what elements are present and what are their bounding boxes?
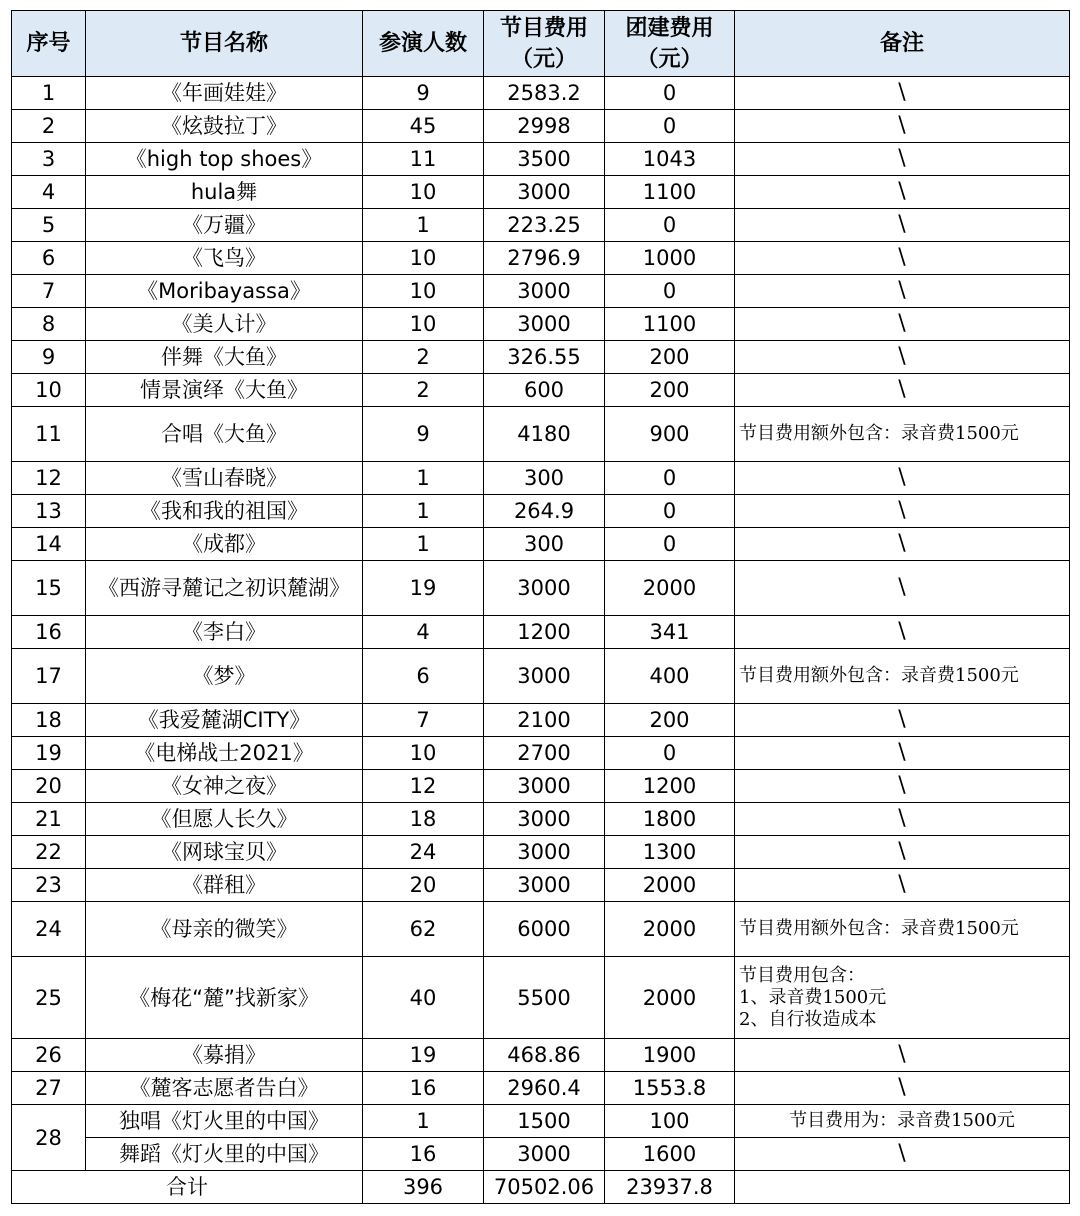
row-performers: 7 (363, 704, 484, 737)
total-label: 合计 (12, 1171, 363, 1204)
row-team-cost: 1300 (605, 836, 735, 869)
row-performers: 16 (363, 1072, 484, 1105)
row-team-cost: 0 (605, 110, 735, 143)
row-program-cost: 2700 (484, 737, 605, 770)
row-performers: 18 (363, 803, 484, 836)
row-team-cost: 200 (605, 341, 735, 374)
row-program-cost: 2796.9 (484, 242, 605, 275)
row-team-cost: 2000 (605, 957, 735, 1039)
row-no: 21 (12, 803, 86, 836)
row-name: 《炫鼓拉丁》 (86, 110, 363, 143)
row-performers: 24 (363, 836, 484, 869)
row-remark: \ (735, 1138, 1070, 1171)
row-program-cost: 2998 (484, 110, 605, 143)
row-no: 10 (12, 374, 86, 407)
row-program-cost: 1200 (484, 616, 605, 649)
row-performers: 2 (363, 374, 484, 407)
row-performers: 6 (363, 649, 484, 704)
table-row (12, 374, 1070, 407)
row-team-cost: 0 (605, 209, 735, 242)
row-program-cost: 300 (484, 528, 605, 561)
row-team-cost: 0 (605, 275, 735, 308)
row-no: 23 (12, 869, 86, 902)
program-cost-table (11, 10, 1070, 1204)
row-performers: 12 (363, 770, 484, 803)
row-no: 19 (12, 737, 86, 770)
row-performers: 1 (363, 495, 484, 528)
table-row (12, 704, 1070, 737)
table-row (12, 836, 1070, 869)
row-remark: \ (735, 275, 1070, 308)
row-name: 《但愿人长久》 (86, 803, 363, 836)
table-row (12, 176, 1070, 209)
row-no: 14 (12, 528, 86, 561)
table-row (12, 462, 1070, 495)
table-row (12, 957, 1070, 1039)
row-team-cost: 1553.8 (605, 1072, 735, 1105)
row-no: 24 (12, 902, 86, 957)
row-name: 《募捐》 (86, 1039, 363, 1072)
row-name: hula舞 (86, 176, 363, 209)
table-row (12, 209, 1070, 242)
table-row (12, 869, 1070, 902)
row-no: 6 (12, 242, 86, 275)
row-performers: 9 (363, 77, 484, 110)
row-remark: \ (735, 528, 1070, 561)
total-program-cost: 70502.06 (484, 1171, 605, 1204)
row-name: 《群租》 (86, 869, 363, 902)
row-team-cost: 2000 (605, 902, 735, 957)
row-program-cost: 600 (484, 374, 605, 407)
row-no: 25 (12, 957, 86, 1039)
row-name: 《母亲的微笑》 (86, 902, 363, 957)
row-remark: \ (735, 143, 1070, 176)
row-team-cost: 1900 (605, 1039, 735, 1072)
row-performers: 20 (363, 869, 484, 902)
row-performers: 10 (363, 275, 484, 308)
row-name: 《我和我的祖国》 (86, 495, 363, 528)
row-no: 9 (12, 341, 86, 374)
total-remark (735, 1171, 1070, 1204)
row-team-cost: 100 (605, 1105, 735, 1138)
row-team-cost: 0 (605, 77, 735, 110)
row-performers: 19 (363, 1039, 484, 1072)
row-name: 《年画娃娃》 (86, 77, 363, 110)
row-program-cost: 6000 (484, 902, 605, 957)
row-performers: 1 (363, 209, 484, 242)
row-no: 8 (12, 308, 86, 341)
row-remark: \ (735, 616, 1070, 649)
row-name: 《李白》 (86, 616, 363, 649)
table-row (12, 275, 1070, 308)
table-row (12, 528, 1070, 561)
table-row (12, 77, 1070, 110)
row-remark: \ (735, 77, 1070, 110)
row-name: 《麓客志愿者告白》 (86, 1072, 363, 1105)
row-team-cost: 2000 (605, 561, 735, 616)
row-name: 合唱《大鱼》 (86, 407, 363, 462)
row-performers: 10 (363, 737, 484, 770)
row-team-cost: 0 (605, 462, 735, 495)
row-performers: 11 (363, 143, 484, 176)
row-performers: 16 (363, 1138, 484, 1171)
row-remark: \ (735, 374, 1070, 407)
row-team-cost: 1100 (605, 308, 735, 341)
total-performers: 396 (363, 1171, 484, 1204)
header-performers: 参演人数 (363, 11, 484, 77)
row-team-cost: 0 (605, 528, 735, 561)
row-name: 《Moribayassa》 (86, 275, 363, 308)
header-row (12, 11, 1070, 77)
row-name: 《万疆》 (86, 209, 363, 242)
row-program-cost: 264.9 (484, 495, 605, 528)
row-remark: \ (735, 803, 1070, 836)
table-row (12, 770, 1070, 803)
row-team-cost: 1043 (605, 143, 735, 176)
row-name: 《网球宝贝》 (86, 836, 363, 869)
row-name: 《飞鸟》 (86, 242, 363, 275)
row-program-cost: 3000 (484, 561, 605, 616)
row-remark: \ (735, 341, 1070, 374)
row-program-cost: 3000 (484, 308, 605, 341)
row-name: 《梅花“麓”找新家》 (86, 957, 363, 1039)
row-name: 情景演绎《大鱼》 (86, 374, 363, 407)
row-program-cost: 223.25 (484, 209, 605, 242)
row-program-cost: 4180 (484, 407, 605, 462)
row-performers: 9 (363, 407, 484, 462)
table-row (12, 495, 1070, 528)
row-name: 《电梯战士2021》 (86, 737, 363, 770)
row-remark: \ (735, 495, 1070, 528)
table-row (12, 737, 1070, 770)
row-performers: 1 (363, 528, 484, 561)
row-program-cost: 3000 (484, 275, 605, 308)
row-performers: 10 (363, 308, 484, 341)
row-performers: 2 (363, 341, 484, 374)
row-program-cost: 300 (484, 462, 605, 495)
row-no: 18 (12, 704, 86, 737)
table-row (12, 649, 1070, 704)
header-name: 节目名称 (86, 11, 363, 77)
row-program-cost: 3000 (484, 770, 605, 803)
row-name: 《女神之夜》 (86, 770, 363, 803)
row-program-cost: 2583.2 (484, 77, 605, 110)
row-remark: \ (735, 242, 1070, 275)
table-row (12, 1072, 1070, 1105)
total-row (12, 1171, 1070, 1204)
row-program-cost: 2960.4 (484, 1072, 605, 1105)
row-name: 《我爱麓湖CITY》 (86, 704, 363, 737)
row-program-cost: 3000 (484, 176, 605, 209)
row-remark: 节目费用额外包含：录音费1500元 (735, 902, 1070, 957)
row-program-cost: 468.86 (484, 1039, 605, 1072)
row-no: 1 (12, 77, 86, 110)
row-name: 《西游寻麓记之初识麓湖》 (86, 561, 363, 616)
row-remark: \ (735, 737, 1070, 770)
row-team-cost: 200 (605, 704, 735, 737)
row-name: 《成都》 (86, 528, 363, 561)
table-row (12, 902, 1070, 957)
row-performers: 10 (363, 176, 484, 209)
row-remark: \ (735, 869, 1070, 902)
table-row (12, 407, 1070, 462)
table-row (12, 143, 1070, 176)
row-remark: \ (735, 770, 1070, 803)
row-name: 《美人计》 (86, 308, 363, 341)
table-row (12, 1138, 1070, 1171)
row-remark: \ (735, 1072, 1070, 1105)
row-team-cost: 1100 (605, 176, 735, 209)
row-team-cost: 400 (605, 649, 735, 704)
header-program-cost: 节目费用（元） (484, 11, 605, 77)
row-remark: \ (735, 110, 1070, 143)
row-no: 12 (12, 462, 86, 495)
table-row (12, 110, 1070, 143)
row-remark: 节目费用为：录音费1500元 (735, 1105, 1070, 1138)
row-no: 5 (12, 209, 86, 242)
row-no: 17 (12, 649, 86, 704)
row-no: 3 (12, 143, 86, 176)
row-no: 2 (12, 110, 86, 143)
row-team-cost: 0 (605, 737, 735, 770)
row-program-cost: 326.55 (484, 341, 605, 374)
row-team-cost: 341 (605, 616, 735, 649)
row-program-cost: 3000 (484, 649, 605, 704)
row-performers: 40 (363, 957, 484, 1039)
row-program-cost: 5500 (484, 957, 605, 1039)
row-remark: \ (735, 462, 1070, 495)
row-performers: 1 (363, 462, 484, 495)
row-remark: 节目费用额外包含：录音费1500元 (735, 649, 1070, 704)
row-no: 11 (12, 407, 86, 462)
row-no: 28 (12, 1105, 86, 1171)
row-team-cost: 200 (605, 374, 735, 407)
row-program-cost: 3500 (484, 143, 605, 176)
row-name: 舞蹈《灯火里的中国》 (86, 1138, 363, 1171)
row-performers: 10 (363, 242, 484, 275)
row-program-cost: 3000 (484, 1138, 605, 1171)
row-no: 20 (12, 770, 86, 803)
header-team-cost: 团建费用（元） (605, 11, 735, 77)
row-remark: \ (735, 1039, 1070, 1072)
row-remark: \ (735, 209, 1070, 242)
header-remarks: 备注 (735, 11, 1070, 77)
row-performers: 45 (363, 110, 484, 143)
table-row (12, 341, 1070, 374)
row-no: 13 (12, 495, 86, 528)
row-team-cost: 1200 (605, 770, 735, 803)
row-team-cost: 1000 (605, 242, 735, 275)
row-performers: 4 (363, 616, 484, 649)
row-remark: 节目费用包含： 1、录音费1500元 2、自行妆造成本 (735, 957, 1070, 1039)
row-no: 4 (12, 176, 86, 209)
row-remark: \ (735, 176, 1070, 209)
row-remark: \ (735, 561, 1070, 616)
row-team-cost: 1800 (605, 803, 735, 836)
row-performers: 1 (363, 1105, 484, 1138)
row-no: 27 (12, 1072, 86, 1105)
row-program-cost: 3000 (484, 836, 605, 869)
row-program-cost: 1500 (484, 1105, 605, 1138)
row-remark: 节目费用额外包含：录音费1500元 (735, 407, 1070, 462)
row-no: 15 (12, 561, 86, 616)
row-remark: \ (735, 308, 1070, 341)
row-remark: \ (735, 836, 1070, 869)
row-team-cost: 1600 (605, 1138, 735, 1171)
row-name: 《high top shoes》 (86, 143, 363, 176)
row-performers: 62 (363, 902, 484, 957)
header-no: 序号 (12, 11, 86, 77)
table-row (12, 616, 1070, 649)
row-name: 《雪山春晓》 (86, 462, 363, 495)
row-program-cost: 3000 (484, 869, 605, 902)
row-team-cost: 900 (605, 407, 735, 462)
row-no: 22 (12, 836, 86, 869)
total-team-cost: 23937.8 (605, 1171, 735, 1204)
row-program-cost: 3000 (484, 803, 605, 836)
row-program-cost: 2100 (484, 704, 605, 737)
table-row (12, 242, 1070, 275)
row-no: 26 (12, 1039, 86, 1072)
row-performers: 19 (363, 561, 484, 616)
row-team-cost: 2000 (605, 869, 735, 902)
table-row (12, 561, 1070, 616)
row-team-cost: 0 (605, 495, 735, 528)
row-name: 伴舞《大鱼》 (86, 341, 363, 374)
row-name: 独唱《灯火里的中国》 (86, 1105, 363, 1138)
row-name: 《梦》 (86, 649, 363, 704)
table-row (12, 803, 1070, 836)
row-no: 16 (12, 616, 86, 649)
row-remark: \ (735, 704, 1070, 737)
table-row (12, 308, 1070, 341)
table-row (12, 1105, 1070, 1138)
row-no: 7 (12, 275, 86, 308)
table-row (12, 1039, 1070, 1072)
